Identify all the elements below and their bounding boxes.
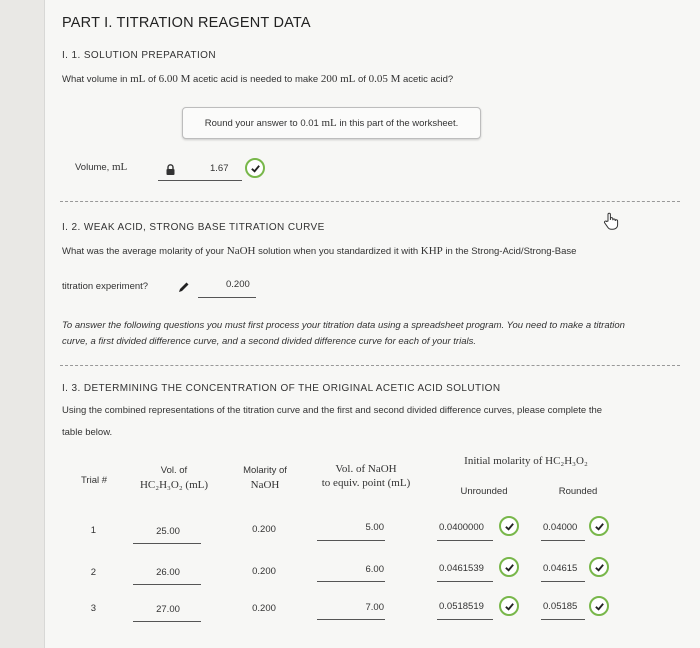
checkmark-icon — [499, 596, 519, 616]
q-formula: KHP — [420, 245, 443, 257]
row-2-trial: 2 — [90, 567, 96, 578]
label-text: Volume, — [75, 162, 110, 173]
header-rounded: Rounded — [558, 486, 598, 497]
row-2-unrounded-underline — [437, 581, 493, 582]
section-2-question — [62, 245, 576, 257]
row-1-equiv-underline — [317, 540, 385, 541]
row-2-vol-acid[interactable]: 26.00 — [156, 567, 180, 578]
header-trial: Trial # — [80, 475, 108, 486]
row-2-equiv-vol[interactable]: 6.00 — [365, 564, 384, 575]
q-formula: NaOH — [226, 245, 256, 257]
row-1-trial: 1 — [90, 525, 96, 536]
section-1-question — [62, 73, 453, 85]
q-conc: 0.05 M — [368, 73, 401, 85]
q-unit: mL — [130, 73, 146, 85]
section-3-question: Using the combined representations of the titration curve and the first and second divided difference curves, please complete the — [62, 405, 603, 416]
row-1-molarity: 0.200 — [252, 524, 276, 535]
q-text: What volume in — [62, 74, 128, 85]
checkmark-icon — [499, 557, 519, 577]
header-line: Vol. of NaOH — [335, 463, 397, 475]
header-molarity — [226, 464, 304, 492]
row-3-unrounded[interactable]: 0.0518519 — [439, 601, 484, 612]
q-vol: 200 mL — [320, 73, 356, 85]
row-2-unrounded[interactable]: 0.0461539 — [439, 563, 484, 574]
row-3-trial: 3 — [90, 603, 96, 614]
hand-cursor-icon — [603, 212, 619, 235]
volume-answer[interactable]: 1.67 — [210, 163, 229, 174]
q-text: of — [148, 74, 156, 85]
header-equiv-volume — [308, 462, 424, 490]
q-text: in the Strong-Acid/Strong-Base — [445, 246, 577, 257]
divider — [60, 201, 680, 202]
checkmark-icon — [589, 596, 609, 616]
row-1-equiv-vol[interactable]: 5.00 — [365, 522, 384, 533]
row-3-rounded-underline — [541, 619, 585, 620]
checkmark-icon — [589, 557, 609, 577]
row-1-vol-underline — [133, 543, 201, 544]
note-text: in this part of the worksheet. — [339, 117, 459, 129]
q-conc: 6.00 M — [158, 73, 191, 85]
header-vol-acid — [122, 464, 226, 492]
row-2-rounded-underline — [541, 581, 585, 582]
row-3-equiv-underline — [317, 619, 385, 620]
row-3-vol-acid[interactable]: 27.00 — [156, 604, 180, 615]
checkmark-icon — [499, 516, 519, 536]
row-1-unrounded[interactable]: 0.0400000 — [439, 522, 484, 533]
header-line: HC₂H₃O₂ (mL) — [139, 479, 209, 491]
checkmark-icon — [589, 516, 609, 536]
naoh-molarity-answer[interactable]: 0.200 — [226, 279, 250, 290]
row-3-equiv-vol[interactable]: 7.00 — [365, 602, 384, 613]
checkmark-icon — [245, 158, 265, 178]
row-1-rounded-underline — [541, 540, 585, 541]
row-2-molarity: 0.200 — [252, 566, 276, 577]
q-text: acetic acid? — [403, 74, 454, 85]
label-unit: mL — [111, 161, 128, 173]
lock-icon — [166, 162, 175, 180]
rounding-note — [182, 107, 481, 139]
part-title: PART I. TITRATION REAGENT DATA — [62, 15, 311, 31]
row-1-unrounded-underline — [437, 540, 493, 541]
pencil-icon — [178, 280, 190, 298]
header-line: Molarity of — [243, 465, 287, 476]
row-1-vol-acid[interactable]: 25.00 — [156, 526, 180, 537]
section-2-heading: I. 2. WEAK ACID, STRONG BASE TITRATION CURVE — [62, 222, 325, 233]
note-unit: mL — [321, 117, 337, 129]
header-line: Vol. of — [160, 465, 188, 476]
naoh-underline — [198, 297, 256, 298]
instructions-line: curve, a first divided difference curve, and a second divided difference curve for each of your trials. — [62, 336, 476, 347]
q-text: acetic acid is needed to make — [193, 74, 319, 85]
row-3-vol-underline — [133, 621, 201, 622]
row-3-rounded[interactable]: 0.05185 — [543, 601, 578, 612]
volume-underline — [158, 180, 242, 181]
header-unrounded: Unrounded — [460, 486, 508, 497]
section-3-question-line2: table below. — [62, 427, 113, 438]
row-3-molarity: 0.200 — [252, 603, 276, 614]
section-1-heading: I. 1. SOLUTION PREPARATION — [62, 50, 216, 61]
instructions-line: To answer the following questions you must first process your titration data using a spreadsheet program. You need to make a titration — [62, 320, 625, 331]
row-2-equiv-underline — [317, 581, 385, 582]
volume-field-label — [75, 161, 127, 173]
note-text: Round your answer to 0.01 — [204, 117, 319, 129]
q-text: of — [358, 74, 366, 85]
header-line: to equiv. point (mL) — [321, 477, 411, 489]
row-1-rounded[interactable]: 0.04000 — [543, 522, 578, 533]
header-line: NaOH — [250, 479, 280, 491]
section-3-heading: I. 3. DETERMINING THE CONCENTRATION OF THE ORIGINAL ACETIC ACID SOLUTION — [62, 383, 501, 394]
instructions — [62, 318, 682, 350]
section-2-question-line2: titration experiment? — [62, 281, 149, 292]
row-2-rounded[interactable]: 0.04615 — [543, 563, 578, 574]
row-2-vol-underline — [133, 584, 201, 585]
divider — [60, 365, 680, 366]
header-line: Initial molarity of HC₂H₃O₂ — [464, 455, 588, 467]
row-3-unrounded-underline — [437, 619, 493, 620]
header-initial-molarity — [436, 454, 616, 469]
q-text: What was the average molarity of your — [62, 246, 225, 257]
q-text: solution when you standardized it with — [258, 246, 419, 257]
